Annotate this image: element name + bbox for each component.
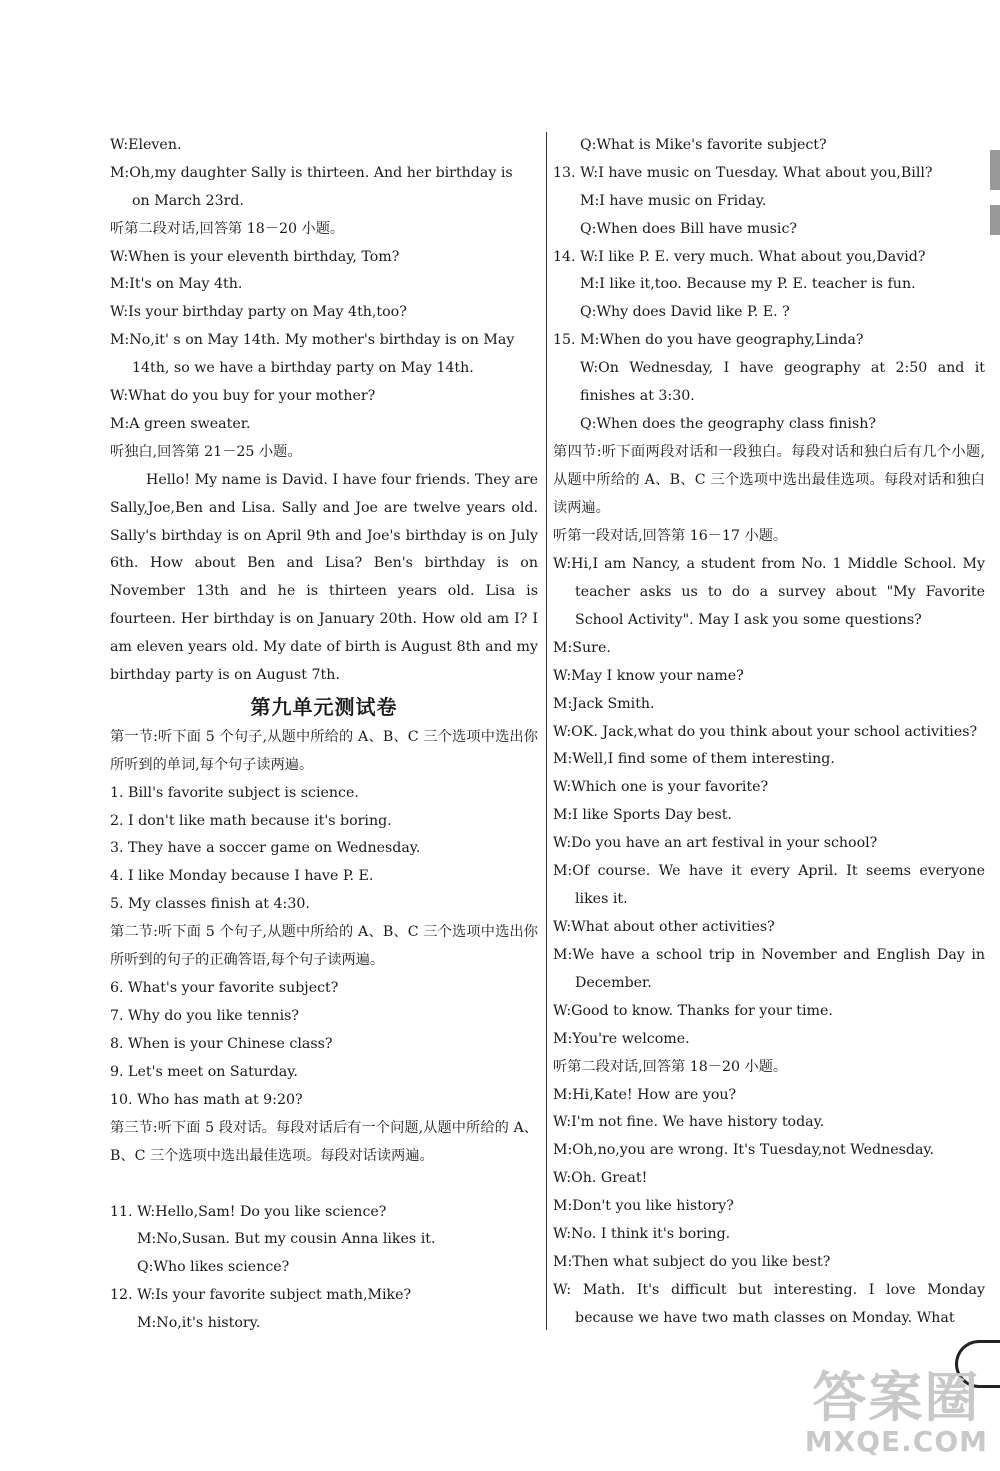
dialog-line: M:You're welcome. [553, 1030, 690, 1047]
question-line: M:No,Susan. But my cousin Anna likes it. [137, 1231, 436, 1248]
question-line: Q:What is Mike's favorite subject? [580, 137, 827, 153]
text-line: W:What do you buy for your mother? [110, 388, 376, 405]
question-line: 15. M:When do you have geography,Linda? [553, 332, 864, 349]
section-heading: 听第二段对话,回答第 18－20 小题。 [553, 1058, 788, 1075]
text-line: M:A green sweater. [110, 415, 251, 432]
list-item: 8. When is your Chinese class? [110, 1035, 333, 1052]
text-line: M:It's on May 4th. [110, 276, 243, 293]
dialog-line: W:May I know your name? [553, 667, 744, 684]
question-line: 11. W:Hello,Sam! Do you like science? [110, 1203, 387, 1220]
dialog-line: M:I like Sports Day best. [553, 807, 732, 824]
text-line: W:When is your eleventh birthday, Tom? [110, 248, 400, 265]
right-column [553, 132, 985, 1333]
question-line: 14. W:I like P. E. very much. What about you,David? [553, 248, 926, 265]
text-line: M:Oh,my daughter Sally is thirteen. And her birthday is [110, 164, 513, 181]
dialog-line: W:What about other activities? [553, 919, 775, 936]
dialog-line: M:Jack Smith. [553, 695, 655, 712]
question-line: Q:Why does David like P. E. ? [580, 304, 790, 321]
section4-intro: 第四节:听下面两段对话和一段独白。每段对话和独白后有几个小题,从题中所给的 A、B、C 三个选项中选出最佳选项。每段对话和独白读两遍。 [553, 444, 985, 516]
dialog-line: M:Don't you like history? [553, 1198, 734, 1215]
dialog-line: M:Of course. We have it every April. It seems everyone likes it. [553, 863, 985, 907]
question-line: W:On Wednesday, I have geography at 2:50 and it finishes at 3:30. [580, 360, 985, 405]
dialog-line: W:No. I think it's boring. [553, 1226, 731, 1243]
dialog-line: W:Oh. Great! [553, 1170, 648, 1187]
left-column [110, 132, 538, 1338]
list-item: 10. Who has math at 9:20? [110, 1091, 303, 1108]
section-heading: 听第二段对话,回答第 18－20 小题。 [110, 220, 345, 237]
dialog-line: W:Do you have an art festival in your school? [553, 835, 878, 852]
question-line: 12. W:Is your favorite subject math,Mike? [110, 1287, 412, 1304]
monologue-paragraph: Hello! My name is David. I have four friends. They are Sally,Joe,Ben and Lisa. Sally and Joe are twelve years old. Sally's birthday is on April 9th and Joe's birthday is on July 6th. How about Ben and Lisa? Ben's birthday is on November 13th and he is thirteen years old. Lisa is fourteen. Her birthday is on January 20th. How old am I? I am eleven years old. My date of birth is August 8th and my birthday party is on August 7th. [110, 471, 538, 684]
dialog-line: W: Math. It's difficult but interesting. I love Monday because we have two math classes on Monday. What [553, 1281, 985, 1326]
dialog-line: M:Oh,no,you are wrong. It's Tuesday,not Wednesday. [553, 1142, 935, 1159]
list-item: 2. I don't like math because it's boring. [110, 812, 392, 829]
section1-intro: 第一节:听下面 5 个句子,从题中所给的 A、B、C 三个选项中选出你所听到的单词,每个句子读两遍。 [110, 728, 538, 773]
list-item: 6. What's your favorite subject? [110, 980, 339, 997]
section-heading: 听独白,回答第 21－25 小题。 [110, 443, 302, 460]
question-line: M:No,it's history. [137, 1315, 261, 1332]
edge-mark [990, 150, 1000, 190]
dialog-line: W:I'm not fine. We have history today. [553, 1114, 825, 1131]
dialog-line: W:Which one is your favorite? [553, 779, 769, 796]
dialog-line: M:Hi,Kate! How are you? [553, 1086, 737, 1103]
dialog-line: M:Sure. [553, 639, 611, 656]
section2-intro: 第二节:听下面 5 个句子,从题中所给的 A、B、C 三个选项中选出你所听到的句子的正确答语,每个句子读两遍。 [110, 924, 538, 969]
text-line: on March 23rd. [132, 192, 244, 209]
list-item: 7. Why do you like tennis? [110, 1008, 300, 1025]
dialog-line: M:Then what subject do you like best? [553, 1253, 831, 1270]
list-item: 5. My classes finish at 4:30. [110, 896, 310, 913]
text-line: 14th, so we have a birthday party on May 14th. [132, 360, 474, 377]
watermark-url: MXQE.COM [804, 1425, 988, 1458]
text-line: W:Eleven. [110, 137, 182, 153]
section3-intro: 第三节:听下面 5 段对话。每段对话后有一个问题,从题中所给的 A、B、C 三个选项中选出最佳选项。每段对话读两遍。 [110, 1119, 538, 1164]
watermark [804, 1366, 988, 1458]
edge-mark [990, 205, 1000, 235]
question-line: Q:When does the geography class finish? [580, 416, 876, 433]
question-line: 13. W:I have music on Tuesday. What about you,Bill? [553, 164, 933, 181]
dialog-line: M:Well,I find some of them interesting. [553, 751, 835, 768]
list-item: 9. Let's meet on Saturday. [110, 1063, 298, 1080]
column-divider [546, 132, 547, 1330]
question-line: Q:Who likes science? [137, 1259, 290, 1276]
dialog-line: W:OK. Jack,what do you think about your school activities? [553, 723, 978, 740]
question-line: M:I have music on Friday. [580, 192, 767, 209]
section-heading: 听第一段对话,回答第 16－17 小题。 [553, 528, 788, 545]
question-line: M:I like it,too. Because my P. E. teacher is fun. [580, 276, 916, 293]
list-item: 3. They have a soccer game on Wednesday. [110, 840, 421, 857]
list-item: 4. I like Monday because I have P. E. [110, 868, 374, 885]
dialog-line: M:We have a school trip in November and English Day in December. [553, 946, 985, 991]
dialog-line: W:Good to know. Thanks for your time. [553, 1002, 833, 1019]
unit-title: 第九单元测试卷 [250, 694, 398, 719]
text-line: W:Is your birthday party on May 4th,too? [110, 304, 407, 321]
watermark-logo: 答案圈 [812, 1366, 981, 1429]
question-line: Q:When does Bill have music? [580, 220, 798, 237]
list-item: 1. Bill's favorite subject is science. [110, 784, 359, 801]
text-line: M:No,it' s on May 14th. My mother's birthday is on May [110, 332, 515, 349]
dialog-line: W:Hi,I am Nancy, a student from No. 1 Middle School. My teacher asks us to do a survey about "My Favorite School Activity". May I ask you some questions? [553, 555, 985, 628]
